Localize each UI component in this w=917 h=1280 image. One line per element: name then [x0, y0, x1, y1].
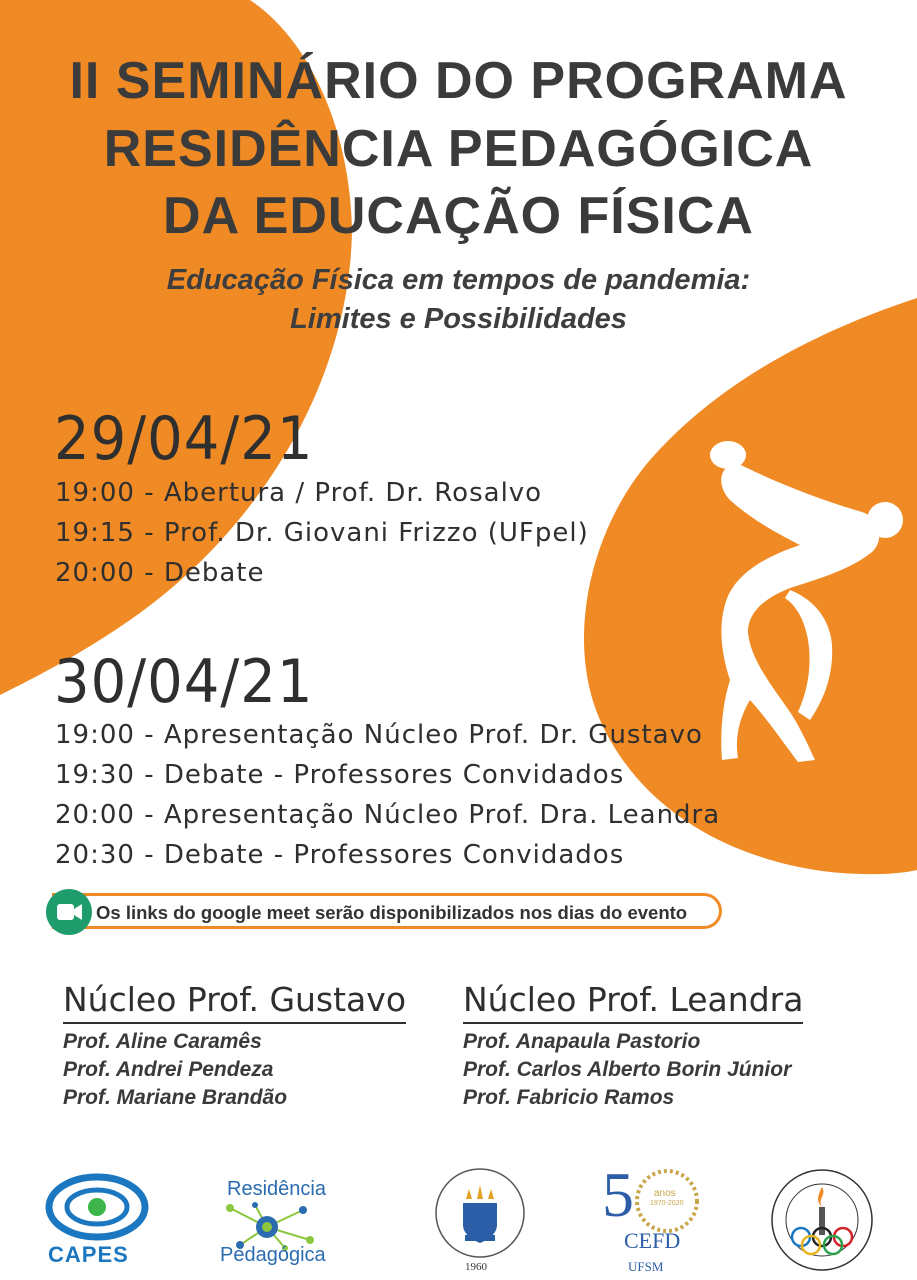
cefd-50-anos-logo	[598, 1159, 703, 1277]
nucleo-leandra-title: Núcleo Prof. Leandra	[463, 980, 803, 1024]
subtitle-line-2: Limites e Possibilidades	[290, 303, 627, 335]
member-name: Prof. Anapaula Pastorio	[463, 1030, 701, 1053]
schedule-item: 20:30 - Debate - Professores Convidados	[55, 840, 625, 870]
schedule-item: 20:00 - Debate	[55, 558, 265, 588]
schedule-item: 20:00 - Apresentação Núcleo Prof. Dra. Leandra	[55, 800, 721, 830]
date-day-1: 29/04/21	[54, 405, 314, 474]
member-name: Prof. Carlos Alberto Borin Júnior	[463, 1058, 792, 1081]
cefd-anos: anos	[654, 1188, 676, 1199]
ufsm-year: 1960	[465, 1261, 487, 1273]
capes-label: CAPES	[48, 1242, 129, 1267]
residencia-logo-bottom: Pedagógica	[220, 1244, 326, 1266]
notice-text: Os links do google meet serão disponibilizados nos dias do evento	[96, 902, 688, 923]
cefd-years: 1970-2020	[650, 1200, 684, 1207]
cefd-sub: UFSM	[628, 1259, 664, 1274]
cefd-name: CEFD	[624, 1228, 681, 1253]
capes-emblem	[42, 1170, 152, 1245]
cefd-olympic-emblem	[765, 1165, 880, 1275]
member-name: Prof. Aline Caramês	[63, 1030, 262, 1053]
nucleo-gustavo-title: Núcleo Prof. Gustavo	[63, 980, 406, 1024]
capes-logo	[42, 1170, 152, 1270]
cefd-number: 5	[602, 1159, 634, 1230]
title-line-3: DA EDUCAÇÃO FÍSICA	[163, 187, 754, 245]
schedule-item: 19:15 - Prof. Dr. Giovani Frizzo (UFpel)	[55, 518, 589, 548]
residencia-logo-top: Residência	[227, 1178, 326, 1200]
residencia-pedagogica-logo	[215, 1178, 365, 1273]
google-meet-icon	[46, 889, 92, 935]
title-line-1: II SEMINÁRIO DO PROGRAMA	[69, 52, 848, 110]
member-name: Prof. Mariane Brandão	[63, 1086, 288, 1109]
schedule-item: 19:00 - Apresentação Núcleo Prof. Dr. Gustavo	[55, 720, 703, 750]
schedule-item: 19:00 - Abertura / Prof. Dr. Rosalvo	[55, 478, 543, 508]
member-name: Prof. Andrei Pendeza	[63, 1058, 274, 1081]
member-name: Prof. Fabricio Ramos	[463, 1086, 675, 1109]
date-day-2: 30/04/21	[54, 648, 314, 717]
ufsm-seal-logo	[425, 1165, 535, 1277]
schedule-item: 19:30 - Debate - Professores Convidados	[55, 760, 625, 790]
title-line-2: RESIDÊNCIA PEDAGÓGICA	[103, 120, 814, 178]
cefd-circular-logo	[765, 1165, 880, 1277]
ufsm-seal	[425, 1165, 535, 1261]
subtitle-line-1: Educação Física em tempos de pandemia:	[166, 264, 751, 296]
